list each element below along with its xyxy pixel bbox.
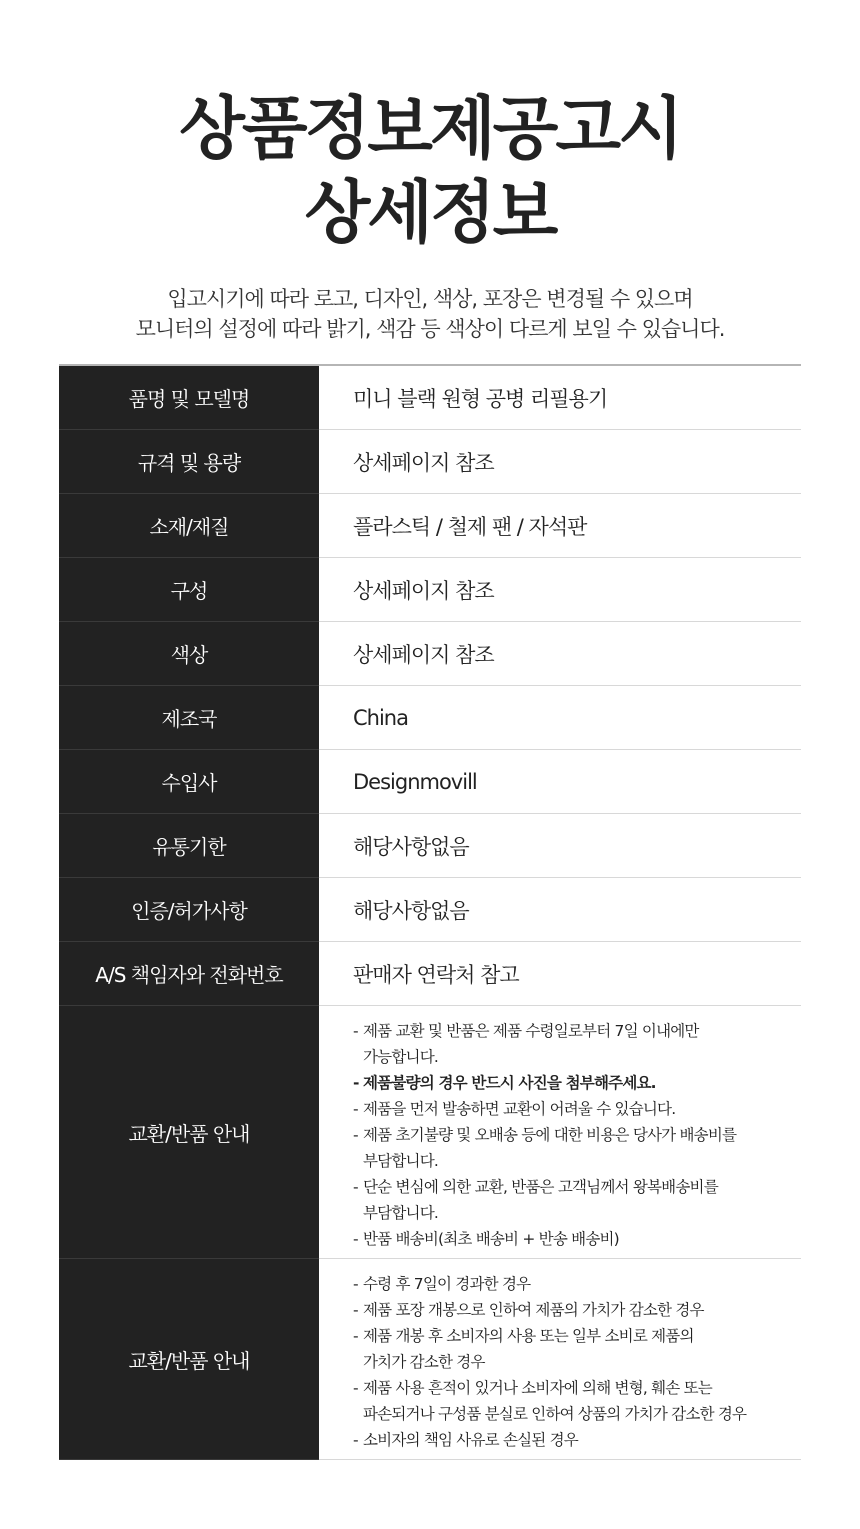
row-label: 교환/반품 안내 xyxy=(59,1259,319,1460)
row-value: 해당사항없음 xyxy=(353,834,469,859)
list-item: - 제품 사용 흔적이 있거나 소비자에 의해 변형, 훼손 또는 파손되거나 구성품 분실로 인하여 상품의 가치가 감소한 경우 xyxy=(353,1375,791,1427)
row-value: China xyxy=(353,705,408,730)
row-label: 품명 및 모델명 xyxy=(59,366,319,430)
list-item: - 제품 초기불량 및 오배송 등에 대한 비용은 당사가 배송비를 부담합니다. xyxy=(353,1122,791,1174)
list-item: - 반품 배송비(최초 배송비 + 반송 배송비) xyxy=(353,1226,791,1252)
row-label: 유통기한 xyxy=(59,814,319,878)
list-item: - 단순 변심에 의한 교환, 반품은 고객님께서 왕복배송비를 부담합니다. xyxy=(353,1174,791,1226)
list-item: - 제품 포장 개봉으로 인하여 제품의 가치가 감소한 경우 xyxy=(353,1297,791,1323)
table-row xyxy=(59,942,801,1006)
title-line-2: 상세정보 xyxy=(304,174,556,253)
row-label: 소재/재질 xyxy=(59,494,319,558)
table-row xyxy=(59,558,801,622)
product-info-table xyxy=(59,364,801,1460)
page-title xyxy=(0,88,860,256)
row-value: Designmovill xyxy=(353,769,477,794)
row-value: 상세페이지 참조 xyxy=(353,578,494,603)
row-value: 해당사항없음 xyxy=(353,898,469,923)
row-label: 인증/허가사항 xyxy=(59,878,319,942)
list-item: - 제품 개봉 후 소비자의 사용 또는 일부 소비로 제품의 가치가 감소한 경우 xyxy=(353,1323,791,1375)
notice-text xyxy=(0,284,860,344)
title-line-1: 상품정보제공고시 xyxy=(179,90,681,169)
list-item: - 제품 교환 및 반품은 제품 수령일로부터 7일 이내에만 가능합니다. xyxy=(353,1018,791,1070)
row-label: A/S 책임자와 전화번호 xyxy=(59,942,319,1006)
table-row xyxy=(59,686,801,750)
row-label: 규격 및 용량 xyxy=(59,430,319,494)
exchange-restriction-list xyxy=(319,1259,801,1459)
row-label: 제조국 xyxy=(59,686,319,750)
table-row xyxy=(59,750,801,814)
row-value: 미니 블랙 원형 공병 리필용기 xyxy=(353,386,608,411)
row-label: 교환/반품 안내 xyxy=(59,1006,319,1259)
row-value: 상세페이지 참조 xyxy=(353,642,494,667)
row-value: 상세페이지 참조 xyxy=(353,450,494,475)
row-value: 플라스틱 / 철제 팬 / 자석판 xyxy=(353,514,587,539)
table-row xyxy=(59,366,801,430)
list-item: - 소비자의 책임 사유로 손실된 경우 xyxy=(353,1427,791,1453)
list-item: - 제품불량의 경우 반드시 사진을 첨부해주세요. xyxy=(353,1070,791,1096)
exchange-policy-list xyxy=(319,1006,801,1258)
list-item: - 제품을 먼저 발송하면 교환이 어려울 수 있습니다. xyxy=(353,1096,791,1122)
row-label: 수입사 xyxy=(59,750,319,814)
table-row xyxy=(59,622,801,686)
table-row xyxy=(59,878,801,942)
notice-line-2: 모니터의 설정에 따라 밝기, 색감 등 색상이 다르게 보일 수 있습니다. xyxy=(135,317,725,341)
table-row xyxy=(59,430,801,494)
list-item: - 수령 후 7일이 경과한 경우 xyxy=(353,1271,791,1297)
notice-line-1: 입고시기에 따라 로고, 디자인, 색상, 포장은 변경될 수 있으며 xyxy=(167,287,693,311)
table-row xyxy=(59,494,801,558)
row-label: 구성 xyxy=(59,558,319,622)
row-label: 색상 xyxy=(59,622,319,686)
row-value: 판매자 연락처 참고 xyxy=(353,962,519,987)
table-row xyxy=(59,814,801,878)
exchange-restriction-row xyxy=(59,1259,801,1460)
exchange-policy-row xyxy=(59,1006,801,1259)
